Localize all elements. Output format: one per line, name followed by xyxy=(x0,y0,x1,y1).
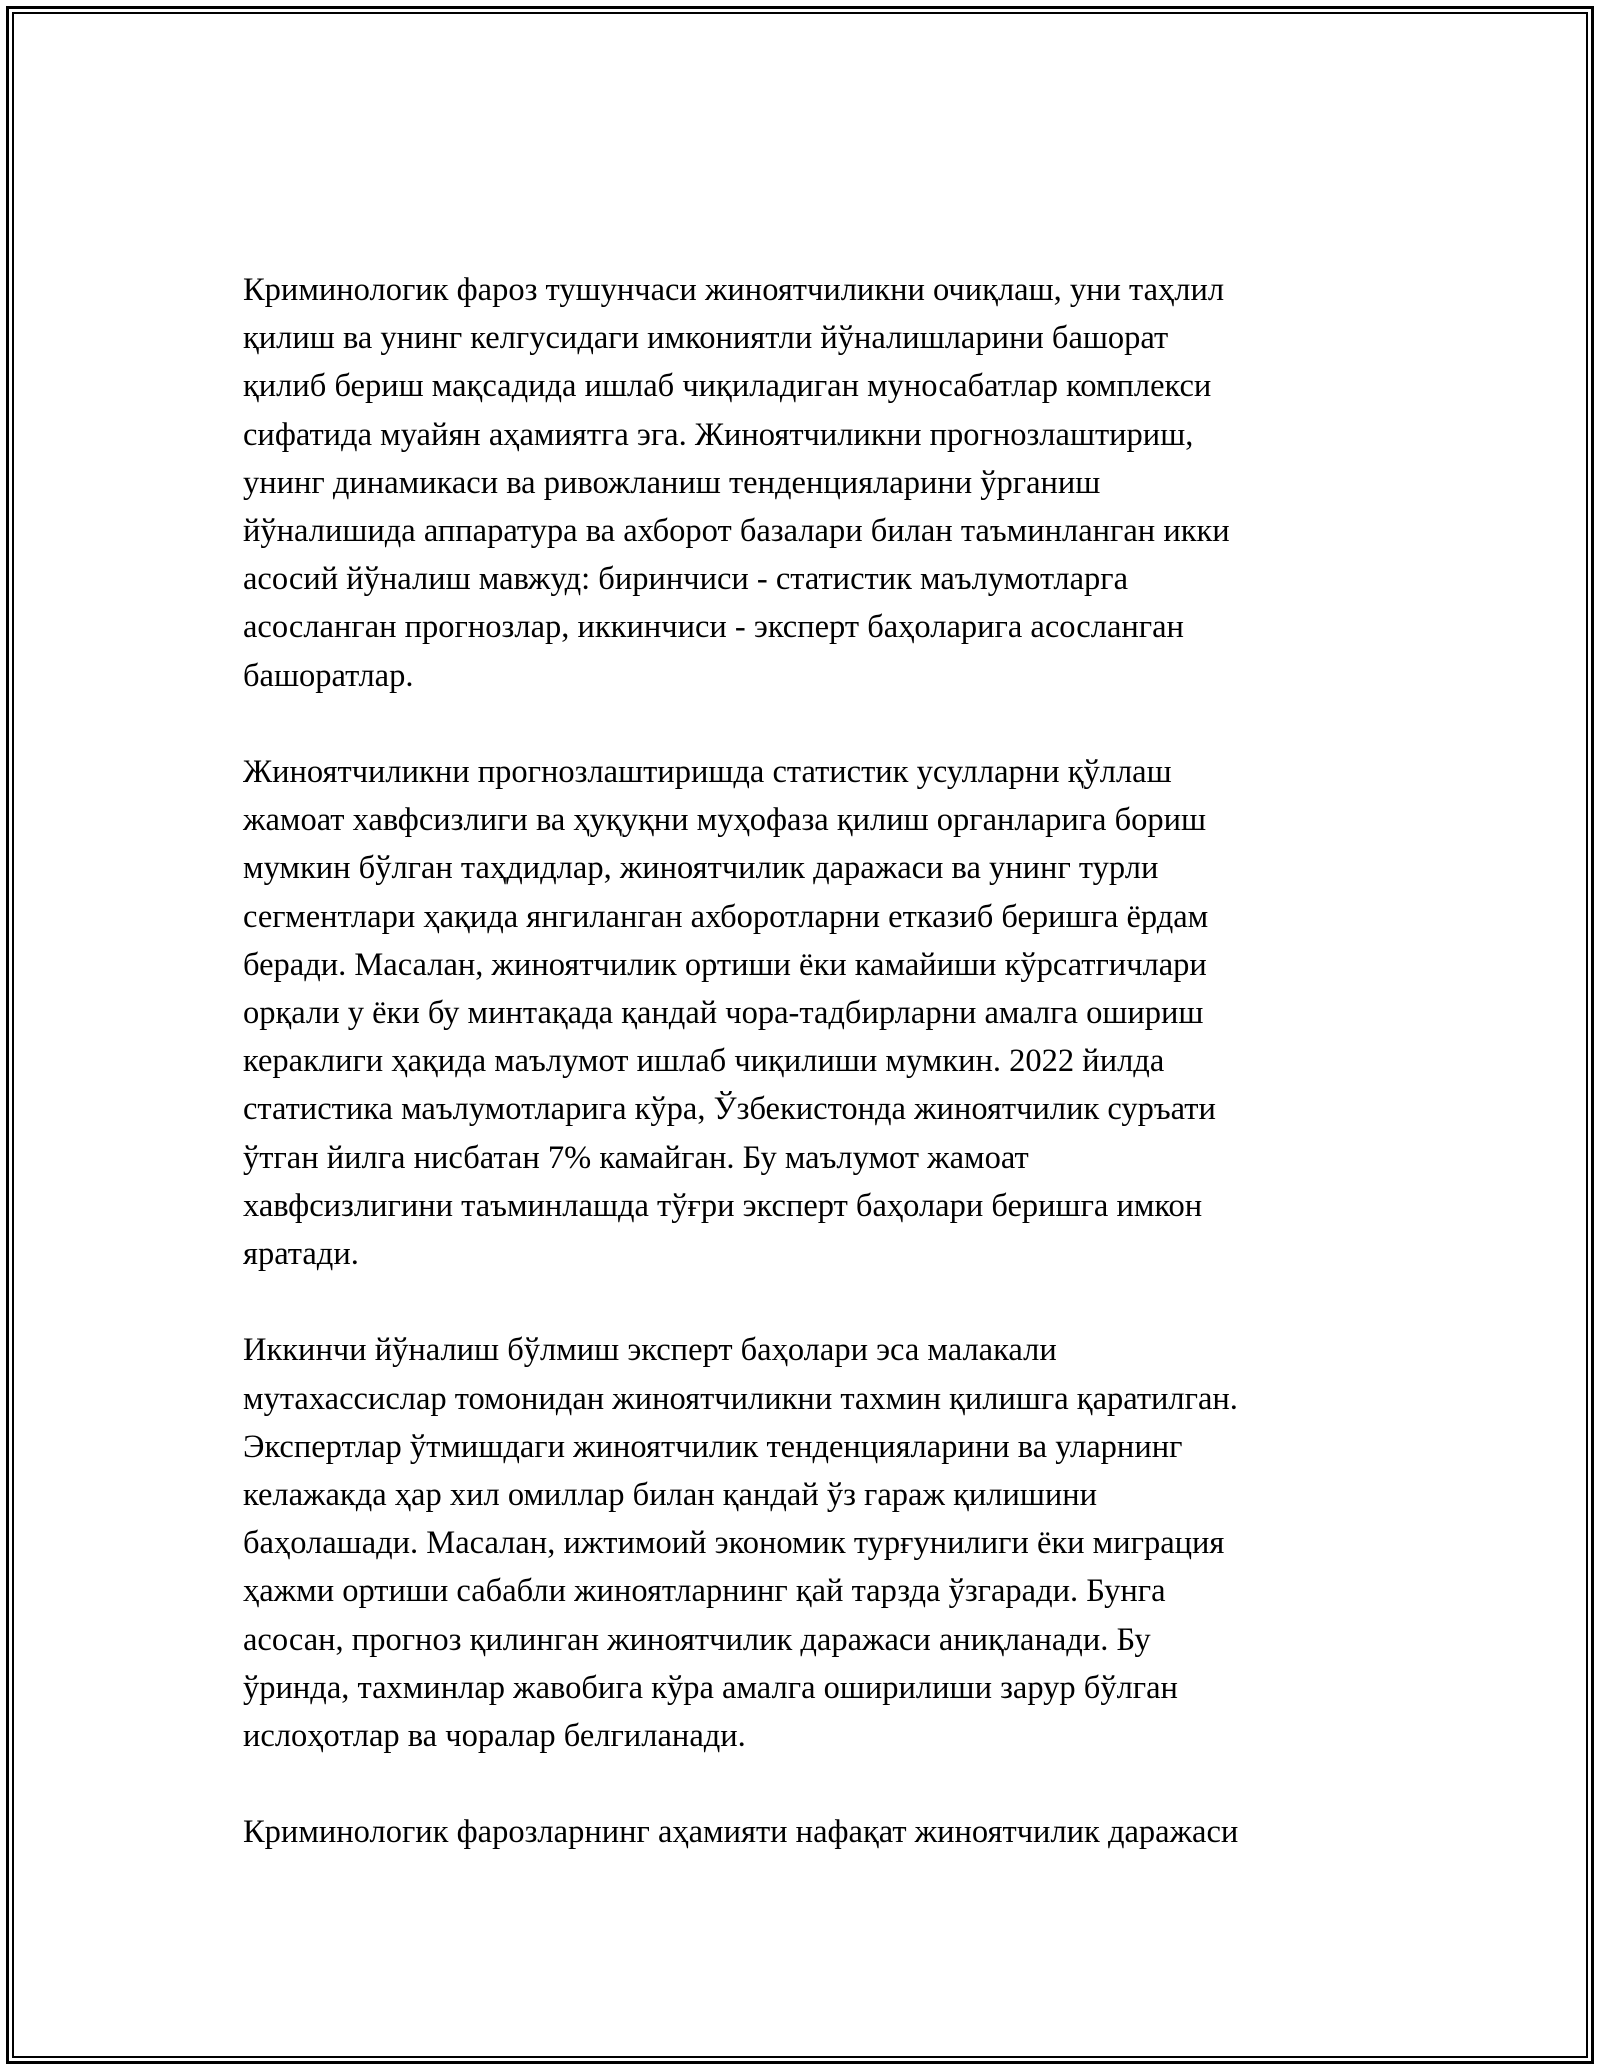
page-border-inner xyxy=(12,12,1588,2058)
paragraph-3: Иккинчи йўналиш бўлмиш эксперт баҳолари эса малакали мутахассислар томонидан жиноятчиликни тахмин қилишга қаратилган. Экспертлар ўтмишдаги жиноятчилик тенденцияларини ва уларнинг келажакда ҳар хил омиллар билан қандай ўз гараж қилишини баҳолашади. Масалан, ижтимоий экономик турғунилиги ёки миграция ҳажми ортиши сабабли жиноятларнинг қай тарзда ўзгаради. Бунга асосан, прогноз қилинган жиноятчилик даражаси аниқланади. Бу ўринда, тахминлар жавобига кўра амалга оширилиши зарур бўлган ислоҳотлар ва чоралар белгиланади. xyxy=(243,1332,1238,1755)
paragraph-4: Криминологик фарозларнинг аҳамияти нафақат жиноятчилик даражаси xyxy=(243,1814,1239,1851)
paragraph-1: Криминологик фароз тушунчаси жиноятчиликни очиқлаш, уни таҳлил қилиш ва унинг келгусидаги имкониятли йўналишларини башорат қилиб бериш мақсадида ишлаб чиқиладиган муносабатлар комплекси сифатида муайян аҳамиятга эга. Жиноятчиликни прогнозлаштириш, унинг динамикаси ва ривожланиш тенденцияларини ўрганиш йўналишида аппаратура ва ахборот базалари билан таъминланган икки асосий йўналиш мавжуд: биринчиси - статистик маълумотларга асосланган прогнозлар, иккинчиси - эксперт баҳоларига асосланган башоратлар. xyxy=(243,272,1230,694)
paragraph-2: Жиноятчиликни прогнозлаштиришда статистик усулларни қўллаш жамоат хавфсизлиги ва ҳуқуқни муҳофаза қилиш органларига бориш мумкин бўлган таҳдидлар, жиноятчилик даражаси ва унинг турли сегментлари ҳақида янгиланган ахборотларни етказиб беришга ёрдам беради. Масалан, жиноятчилик ортиши ёки камайиши кўрсатгичлари орқали у ёки бу минтақада қандай чора-тадбирларни амалга ошириш кераклиги ҳақида маълумот ишлаб чиқилиши мумкин. 2022 йилда статистика маълумотларига кўра, Ўзбекистонда жиноятчилик суръати ўтган йилга нисбатан 7% камайган. Бу маълумот жамоат хавфсизлигини таъминлашда тўғри эксперт баҳолари беришга имкон яратади. xyxy=(243,754,1216,1273)
page-border xyxy=(6,6,1594,2064)
document-body xyxy=(243,266,1388,1857)
